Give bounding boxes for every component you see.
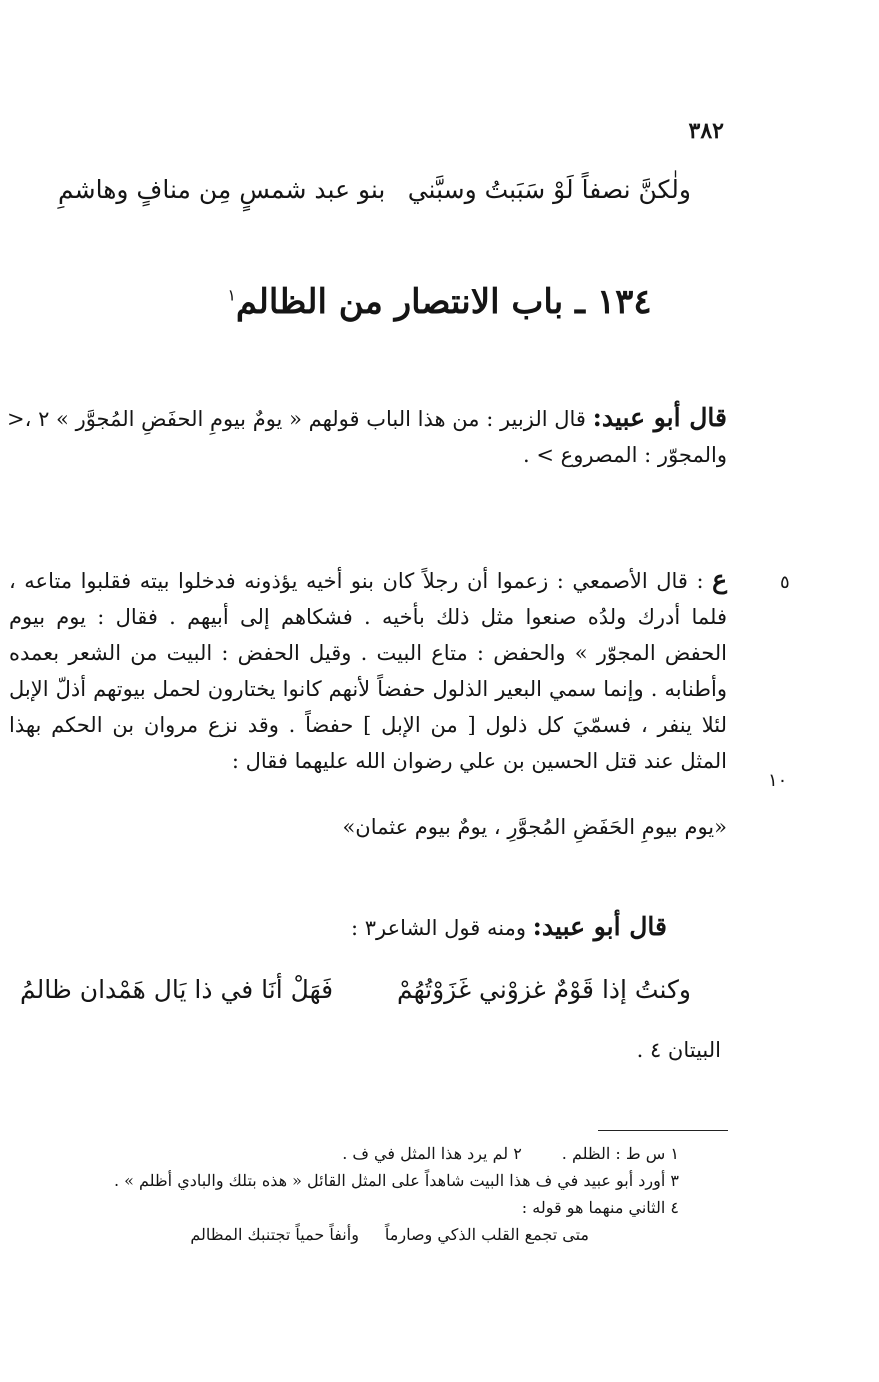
paragraph-1-text: قال الزبير : من هذا الباب قولهم « يومٌ بيومِ الحفَضِ المُجوَّر » ٢ ،< والمجوّر : المصروع > .	[7, 407, 727, 467]
chapter-title-text: ١٣٤ ـ باب الانتصار من الظالم	[235, 282, 652, 322]
margin-number-ten: ١٠	[768, 770, 788, 791]
opening-verse-first-hemistich: ولٰكنَّ نصفاً لَوْ سَبَبتُ وسبَّني	[407, 175, 691, 204]
poem-tail: البيتان ٤ .	[636, 1038, 721, 1062]
footnote-3: ٣ أورد أبو عبيد في ف هذا البيت شاهداً على المثل القائل « هذه بتلك والبادي أظلم » .	[113, 1171, 679, 1190]
paragraph-3	[351, 912, 667, 941]
paragraph-2	[9, 562, 727, 779]
footnote-4-verse-second: وأنفاً حمياً تجتنبك المظالم	[190, 1225, 359, 1244]
paragraph-2-closing-verse: «يوم بيومِ الحَفَضِ المُجوَّرِ ، يومٌ بيوم عثمان»	[342, 815, 727, 839]
chapter-title	[0, 282, 879, 322]
poem-second-hemistich: فَهَلْ أنَا في ذا يَال هَمْدان ظالمُ	[20, 975, 334, 1004]
footnote-4-verse-first: متى تجمع القلب الذكي وصارماً	[384, 1225, 589, 1244]
speaker-abu-ubaid-2: قال أبو عبيد:	[532, 912, 667, 941]
opening-verse-second-hemistich: بنو عبد شمسٍ مِن منافٍ وهاشمِ	[58, 175, 386, 204]
paragraph-1	[7, 400, 727, 473]
footnote-4: ٤ الثاني منهما هو قوله :	[521, 1198, 679, 1217]
footnote-4-verse	[119, 1221, 679, 1248]
paragraph-3-text: ومنه قول الشاعر٣ :	[350, 916, 526, 940]
page-number: ٣٨٢	[688, 118, 724, 144]
chapter-title-note-ref: ١	[227, 285, 236, 305]
footnote-1: ١ س ط : الظلم .	[561, 1144, 679, 1163]
poem-first-hemistich: وكنتُ إذا قَوْمٌ غزوْني غَزَوْتُهُمْ	[396, 975, 691, 1004]
footnote-2: ٢ لم يرد هذا المثل في ف .	[342, 1144, 522, 1163]
paragraph-2-marker: ع	[712, 565, 727, 594]
speaker-abu-ubaid: قال أبو عبيد:	[592, 403, 727, 432]
footnote-line-1	[119, 1140, 679, 1167]
paragraph-2-text: : قال الأصمعي : زعموا أن رجلاً كان بنو أخيه يؤذونه فدخلوا بيته فقلبوا متاعه ، فلما أدرك ولدُه صنعوا مثل ذلك بأخيه . فشكاهم إلى أبيهم . فقال : يوم بيوم الحفض المجوّر » والحفض : متاع البيت . وقيل الحفض : البيت من الشعر بعمده وأطنابه . وإنما سمي البعير الذلول حفضاً لأنهم كانوا يختارون لحمل بيوتهم أذلّ الإبل لئلا ينفر ، فسمّيَ كل ذلول [ من الإبل ] حفضاً . وقد نزع مروان بن الحكم بهذا المثل عند قتل الحسين بن علي رضوان الله عليهما فقال :	[9, 569, 727, 773]
footnote-separator	[598, 1130, 728, 1131]
footnotes	[113, 1140, 679, 1248]
margin-number-five: ٥	[780, 572, 790, 593]
